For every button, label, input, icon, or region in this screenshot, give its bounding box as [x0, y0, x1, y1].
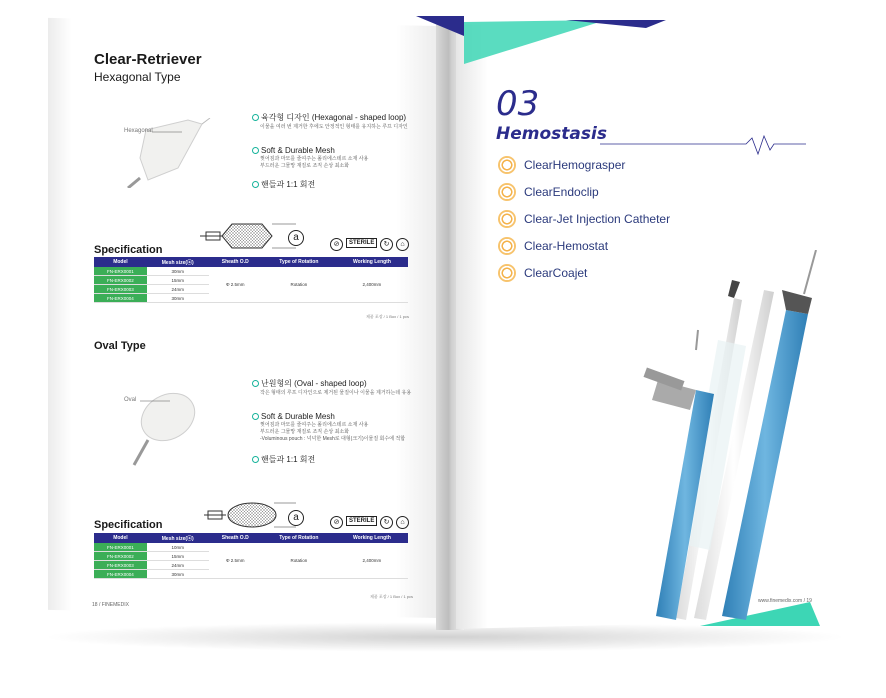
list-item	[498, 183, 738, 210]
product-badge-icon	[498, 237, 516, 255]
col-header: Sheath O.D	[209, 257, 262, 267]
dimension-a-badge: a	[288, 230, 304, 246]
table-cell: FN-ERX0001	[94, 267, 147, 276]
table-cell: 15mm	[147, 276, 209, 285]
section-subtitle: Hexagonal Type	[94, 70, 181, 84]
chapter-number: 03	[496, 84, 540, 124]
table-cell: FN-ERX0001	[94, 543, 147, 552]
table-cell: Rotation	[262, 267, 336, 303]
table-header-row	[94, 533, 408, 543]
spec-title: Specification	[94, 519, 163, 531]
table-cell: 2,400mm	[336, 543, 408, 579]
list-item	[498, 210, 738, 237]
feature-title: 핸들과 1:1 회전	[252, 454, 411, 465]
dimension-a-badge: a	[288, 510, 304, 526]
table-cell: 10mm	[147, 543, 209, 552]
manual-icon: ⌂	[396, 238, 409, 251]
table-row	[94, 543, 408, 552]
table-cell: FN-ERX0003	[94, 561, 147, 570]
col-header: Working Length	[336, 533, 408, 543]
label-leader-line	[152, 130, 182, 134]
col-header: Mesh size(ⓐ)	[147, 533, 209, 543]
product-name: ClearCoajet	[524, 266, 588, 280]
feature-desc: 부드러운 그물망 재질로 조직 손상 최소화	[260, 163, 350, 169]
spec-table-hexagonal	[94, 257, 408, 303]
table-cell: Φ 2.5mm	[209, 543, 262, 579]
rotation-icon: ↻	[380, 516, 393, 529]
spec-table-oval	[94, 533, 408, 579]
top-decor-triangles	[416, 16, 856, 66]
manual-icon: ⌂	[396, 516, 409, 529]
feature-desc: -Voluminous pouch : 넉넉한 Mesh로 대형(크기)이물질 회수에 적합	[260, 436, 406, 442]
feature-title: Soft & Durable Mesh	[252, 412, 411, 421]
table-cell: FN-ERX0004	[94, 294, 147, 303]
product-name: ClearEndoclip	[524, 185, 599, 199]
product-name: Clear-Hemostat	[524, 239, 609, 253]
sterile-badge: STERILE	[346, 238, 377, 248]
page-number-left: 18 / FINEMEDIX	[92, 602, 129, 608]
product-name: Clear-Jet Injection Catheter	[524, 212, 671, 226]
col-header: Mesh size(ⓐ)	[147, 257, 209, 267]
image-label-oval: Oval	[124, 397, 137, 403]
packaging-note: 제품 포장 / 1 Box / 1 pcs	[366, 314, 410, 319]
spec-title: Specification	[94, 244, 163, 256]
table-cell: 24mm	[147, 285, 209, 294]
bullet-icon	[252, 413, 259, 420]
feature-title: 핸들과 1:1 회전	[252, 179, 408, 190]
feature-list-2	[252, 378, 411, 465]
feature-desc: 찢어짐과 마모를 줄여주는 폴리에스테르 소재 사용	[260, 156, 369, 162]
col-header: Type of Rotation	[262, 533, 336, 543]
table-cell: FN-ERX0002	[94, 276, 147, 285]
table-cell: FN-ERX0002	[94, 552, 147, 561]
col-header: Sheath O.D	[209, 533, 262, 543]
feature-desc: 이물을 여러 번 제거한 후에도 안정적인 형태를 유지하는 루프 디자인	[260, 124, 408, 130]
page-number-right: www.finemedix.com / 19	[758, 598, 812, 604]
bullet-icon	[252, 114, 259, 121]
bullet-icon	[252, 147, 259, 154]
feature-title: 육각형 디자인 (Hexagonal - shaped loop)	[252, 112, 408, 123]
col-header: Type of Rotation	[262, 257, 336, 267]
table-cell: Φ 2.5mm	[209, 267, 262, 303]
table-header-row	[94, 257, 408, 267]
table-cell: 15mm	[147, 552, 209, 561]
table-cell: 30mm	[147, 570, 209, 579]
col-header: Working Length	[336, 257, 408, 267]
table-cell: 24mm	[147, 561, 209, 570]
feature-desc: 작은 형태의 루프 디자인으로 제거된 물질이나 이물을 제거하는데 유용	[260, 390, 412, 396]
catheter-products-image	[636, 250, 846, 620]
rotation-icon: ↻	[380, 238, 393, 251]
bullet-icon	[252, 456, 259, 463]
product-badge-icon	[498, 156, 516, 174]
col-header: Model	[94, 257, 147, 267]
table-cell: 2,400mm	[336, 267, 408, 303]
col-header: Model	[94, 533, 147, 543]
table-cell: FN-ERX0003	[94, 285, 147, 294]
table-cell: FN-ERX0004	[94, 570, 147, 579]
table-row	[94, 267, 408, 276]
bullet-icon	[252, 181, 259, 188]
table-cell: 30mm	[147, 294, 209, 303]
page-title: Clear-Retriever	[94, 51, 202, 68]
product-badge-icon	[498, 210, 516, 228]
list-item	[498, 156, 738, 183]
image-label-hexagonal: Hexagonal	[124, 128, 153, 134]
chapter-title: Hemostasis	[496, 124, 607, 144]
feature-desc: 찢어짐과 마모를 줄여주는 폴리에스테르 소재 사용	[260, 422, 369, 428]
bullet-icon	[252, 380, 259, 387]
section-subtitle: Oval Type	[94, 340, 146, 352]
table-cell: Rotation	[262, 543, 336, 579]
product-name: ClearHemograsper	[524, 158, 626, 172]
table-cell: 30mm	[147, 267, 209, 276]
heartbeat-line	[600, 134, 810, 158]
feature-list-1	[252, 112, 408, 190]
single-use-icon: ⊘	[330, 516, 343, 529]
feature-desc: 부드러운 그물망 재질로 조직 손상 최소화	[260, 429, 350, 435]
feature-title: Soft & Durable Mesh	[252, 146, 408, 155]
single-use-icon: ⊘	[330, 238, 343, 251]
product-badge-icon	[498, 264, 516, 282]
sterile-badge: STERILE	[346, 516, 377, 526]
product-badge-icon	[498, 183, 516, 201]
packaging-note: 제품 포장 / 1 Box / 1 pcs	[370, 594, 414, 599]
feature-title: 난원형의 (Oval - shaped loop)	[252, 378, 411, 389]
label-leader-line	[140, 399, 170, 403]
